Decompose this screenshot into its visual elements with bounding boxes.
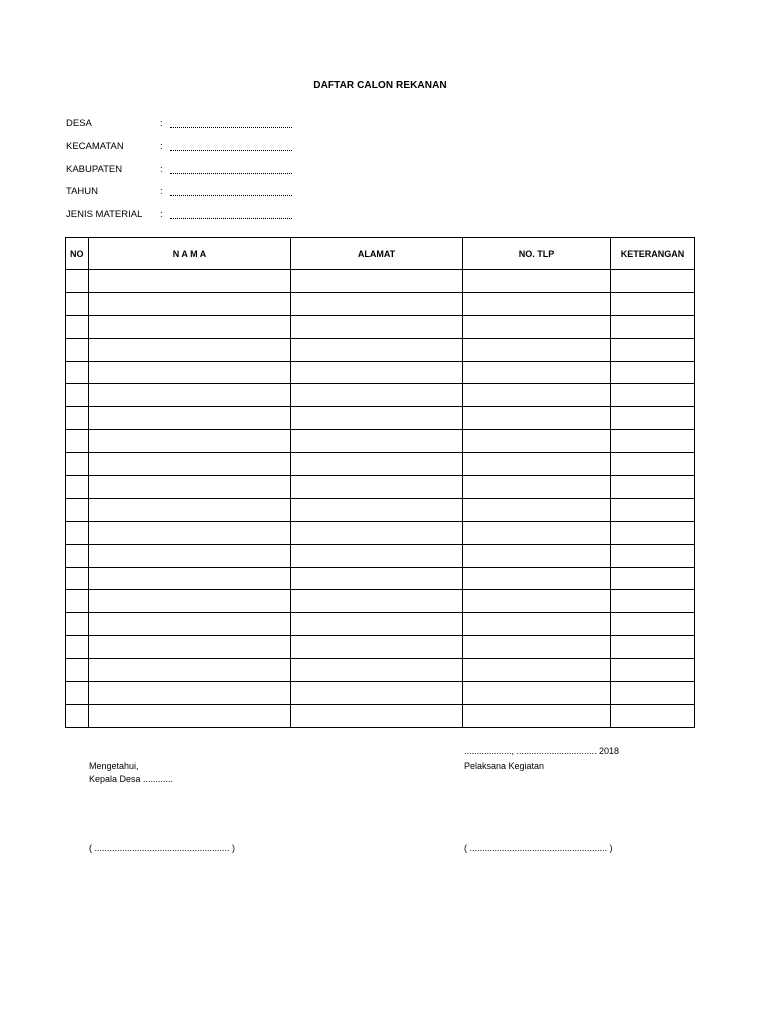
village-head-role: Kepala Desa ............ [89, 774, 174, 784]
cell-no[interactable] [66, 270, 89, 293]
field-blank-line[interactable] [170, 150, 292, 151]
cell-nama[interactable] [89, 544, 291, 567]
cell-alamat[interactable] [291, 361, 463, 384]
table-row [66, 292, 695, 315]
cell-nama[interactable] [89, 270, 291, 293]
table-row [66, 567, 695, 590]
cell-nama[interactable] [89, 407, 291, 430]
table-row [66, 407, 695, 430]
field-colon: : [160, 186, 163, 197]
cell-no-tlp[interactable] [463, 361, 611, 384]
cell-keterangan[interactable] [611, 292, 695, 315]
field-blank-line[interactable] [170, 195, 292, 196]
cell-alamat[interactable] [291, 292, 463, 315]
cell-alamat[interactable] [291, 659, 463, 682]
cell-alamat[interactable] [291, 521, 463, 544]
cell-no-tlp[interactable] [463, 292, 611, 315]
table-row [66, 521, 695, 544]
cell-alamat[interactable] [291, 613, 463, 636]
cell-no[interactable] [66, 407, 89, 430]
cell-keterangan[interactable] [611, 476, 695, 499]
cell-alamat[interactable] [291, 590, 463, 613]
cell-keterangan[interactable] [611, 613, 695, 636]
table-row [66, 361, 695, 384]
cell-nama[interactable] [89, 384, 291, 407]
cell-alamat[interactable] [291, 338, 463, 361]
cell-no[interactable] [66, 521, 89, 544]
cell-no[interactable] [66, 453, 89, 476]
field-blank-line[interactable] [170, 127, 292, 128]
cell-no-tlp[interactable] [463, 704, 611, 727]
cell-no-tlp[interactable] [463, 613, 611, 636]
cell-no[interactable] [66, 315, 89, 338]
cell-nama[interactable] [89, 590, 291, 613]
cell-alamat[interactable] [291, 430, 463, 453]
table-row [66, 704, 695, 727]
cell-no-tlp[interactable] [463, 636, 611, 659]
cell-no-tlp[interactable] [463, 338, 611, 361]
cell-keterangan[interactable] [611, 338, 695, 361]
cell-keterangan[interactable] [611, 659, 695, 682]
table-row [66, 544, 695, 567]
cell-no-tlp[interactable] [463, 498, 611, 521]
cell-alamat[interactable] [291, 567, 463, 590]
cell-no-tlp[interactable] [463, 430, 611, 453]
cell-nama[interactable] [89, 430, 291, 453]
field-colon: : [160, 118, 163, 129]
cell-no[interactable] [66, 384, 89, 407]
cell-nama[interactable] [89, 361, 291, 384]
cell-keterangan[interactable] [611, 521, 695, 544]
table-row [66, 590, 695, 613]
cell-nama[interactable] [89, 613, 291, 636]
executor-role: Pelaksana Kegiatan [464, 761, 545, 771]
cell-alamat[interactable] [291, 476, 463, 499]
cell-nama[interactable] [89, 567, 291, 590]
cell-no[interactable] [66, 361, 89, 384]
cell-alamat[interactable] [291, 270, 463, 293]
cell-alamat[interactable] [291, 315, 463, 338]
table-row [66, 682, 695, 705]
cell-keterangan[interactable] [611, 590, 695, 613]
table-row [66, 315, 695, 338]
table-row [66, 659, 695, 682]
cell-no-tlp[interactable] [463, 315, 611, 338]
cell-keterangan[interactable] [611, 407, 695, 430]
cell-alamat[interactable] [291, 544, 463, 567]
cell-alamat[interactable] [291, 636, 463, 659]
header-nama: N A M A [89, 238, 291, 270]
field-label: TAHUN [66, 186, 99, 197]
cell-alamat[interactable] [291, 407, 463, 430]
table-header-row [66, 238, 695, 270]
cell-no-tlp[interactable] [463, 544, 611, 567]
table-row [66, 430, 695, 453]
cell-keterangan[interactable] [611, 361, 695, 384]
executor-signature-name: ( ....................................................... ) [464, 843, 613, 853]
cell-nama[interactable] [89, 521, 291, 544]
field-label: DESA [66, 118, 92, 129]
cell-no[interactable] [66, 498, 89, 521]
date-line: ..................., ................................ 2018 [464, 746, 620, 756]
cell-alamat[interactable] [291, 704, 463, 727]
table-row [66, 613, 695, 636]
table-body [66, 270, 695, 728]
cell-nama[interactable] [89, 338, 291, 361]
cell-nama[interactable] [89, 636, 291, 659]
cell-no[interactable] [66, 682, 89, 705]
field-label: KABUPATEN [66, 164, 123, 175]
table-row [66, 384, 695, 407]
cell-no-tlp[interactable] [463, 682, 611, 705]
cell-no-tlp[interactable] [463, 567, 611, 590]
cell-no[interactable] [66, 430, 89, 453]
cell-no[interactable] [66, 338, 89, 361]
cell-nama[interactable] [89, 453, 291, 476]
field-blank-line[interactable] [170, 173, 292, 174]
table-row [66, 270, 695, 293]
cell-no[interactable] [66, 476, 89, 499]
cell-no-tlp[interactable] [463, 270, 611, 293]
cell-no[interactable] [66, 636, 89, 659]
cell-nama[interactable] [89, 704, 291, 727]
cell-nama[interactable] [89, 498, 291, 521]
acknowledged-label: Mengetahui, [89, 761, 139, 771]
cell-keterangan[interactable] [611, 430, 695, 453]
cell-no-tlp[interactable] [463, 659, 611, 682]
cell-nama[interactable] [89, 476, 291, 499]
cell-keterangan[interactable] [611, 544, 695, 567]
cell-nama[interactable] [89, 659, 291, 682]
table-row [66, 636, 695, 659]
field-blank-line[interactable] [170, 218, 292, 219]
cell-keterangan[interactable] [611, 498, 695, 521]
table-row [66, 453, 695, 476]
field-label: KECAMATAN [66, 141, 124, 152]
cell-no[interactable] [66, 544, 89, 567]
header-no-tlp: NO. TLP [463, 238, 611, 270]
cell-alamat[interactable] [291, 498, 463, 521]
cell-keterangan[interactable] [611, 315, 695, 338]
field-colon: : [160, 164, 163, 175]
cell-keterangan[interactable] [611, 682, 695, 705]
cell-alamat[interactable] [291, 384, 463, 407]
cell-no[interactable] [66, 613, 89, 636]
cell-nama[interactable] [89, 682, 291, 705]
cell-no-tlp[interactable] [463, 590, 611, 613]
table-row [66, 498, 695, 521]
cell-no-tlp[interactable] [463, 407, 611, 430]
cell-no-tlp[interactable] [463, 476, 611, 499]
table-row [66, 476, 695, 499]
header-no: NO [66, 238, 89, 270]
cell-alamat[interactable] [291, 682, 463, 705]
cell-keterangan[interactable] [611, 453, 695, 476]
table-row [66, 338, 695, 361]
cell-nama[interactable] [89, 292, 291, 315]
cell-alamat[interactable] [291, 453, 463, 476]
cell-no-tlp[interactable] [463, 453, 611, 476]
cell-nama[interactable] [89, 315, 291, 338]
document-title: DAFTAR CALON REKANAN [313, 80, 447, 91]
field-label: JENIS MATERIAL [66, 209, 143, 220]
cell-keterangan[interactable] [611, 384, 695, 407]
village-head-signature-name: ( ...................................................... ) [89, 843, 236, 853]
header-keterangan: KETERANGAN [611, 238, 695, 270]
cell-keterangan[interactable] [611, 567, 695, 590]
cell-no[interactable] [66, 704, 89, 727]
cell-no[interactable] [66, 567, 89, 590]
cell-keterangan[interactable] [611, 636, 695, 659]
cell-no[interactable] [66, 659, 89, 682]
cell-keterangan[interactable] [611, 704, 695, 727]
cell-keterangan[interactable] [611, 270, 695, 293]
cell-no[interactable] [66, 292, 89, 315]
field-colon: : [160, 209, 163, 220]
cell-no[interactable] [66, 590, 89, 613]
field-colon: : [160, 141, 163, 152]
candidate-table [65, 237, 695, 728]
cell-no-tlp[interactable] [463, 521, 611, 544]
header-alamat: ALAMAT [291, 238, 463, 270]
cell-no-tlp[interactable] [463, 384, 611, 407]
